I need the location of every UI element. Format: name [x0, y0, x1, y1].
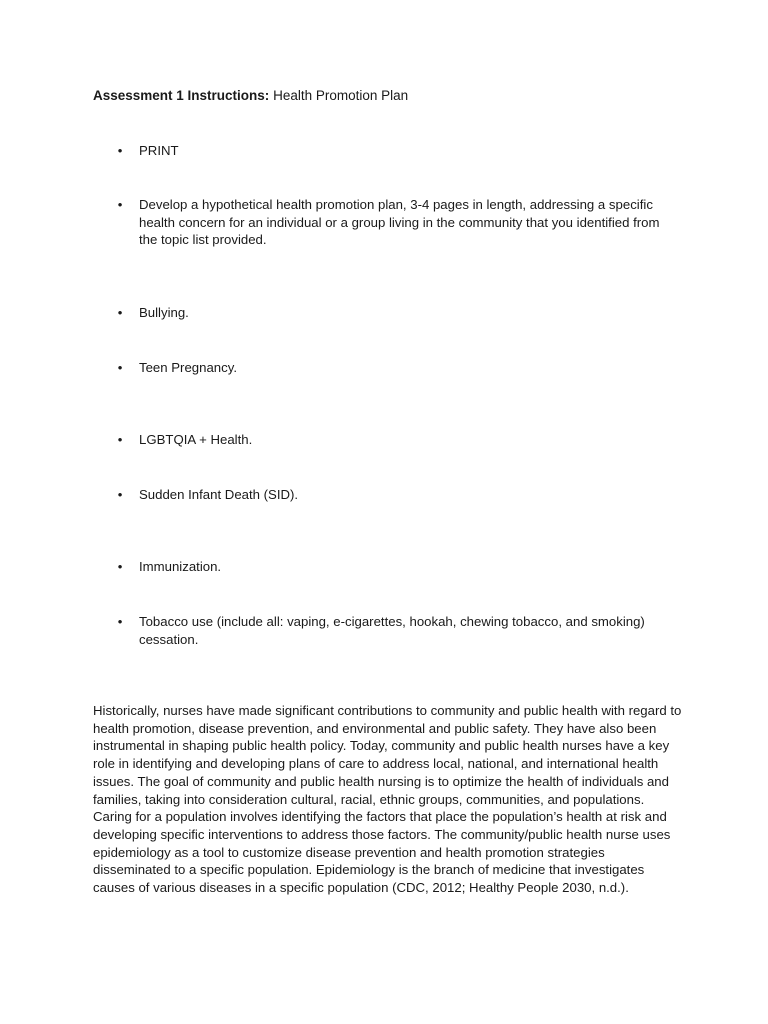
- bullet-icon: •: [117, 197, 123, 212]
- list-item-lgbtqia-health: [115, 431, 675, 449]
- bullet-icon: •: [117, 432, 123, 447]
- list-item-text: Develop a hypothetical health promotion plan, 3-4 pages in length, addressing a specific health concern for an individual or a group living in the community that you identified from the topic list provided.: [139, 197, 660, 248]
- list-item-text: Bullying.: [139, 305, 189, 320]
- bullet-icon: •: [117, 614, 123, 629]
- list-item-bullying: [115, 304, 675, 322]
- list-item-print: [115, 142, 675, 160]
- list-item-text: Sudden Infant Death (SID).: [139, 487, 299, 502]
- bullet-icon: •: [117, 487, 123, 502]
- list-item-text: PRINT: [139, 143, 179, 158]
- list-item-text: Teen Pregnancy.: [139, 360, 237, 375]
- title-bold-label: Assessment 1 Instructions:: [93, 88, 270, 103]
- title-text: Health Promotion Plan: [269, 88, 409, 103]
- bullet-icon: •: [117, 143, 123, 158]
- bullet-icon: •: [117, 305, 123, 320]
- list-item-text: LGBTQIA + Health.: [139, 432, 253, 447]
- list-item-develop-plan: [115, 196, 675, 249]
- list-item-text: Tobacco use (include all: vaping, e-cigarettes, hookah, chewing tobacco, and smoking) cessation.: [139, 614, 645, 647]
- list-item-sid: [115, 486, 675, 504]
- list-item-teen-pregnancy: [115, 359, 675, 377]
- bullet-icon: •: [117, 360, 123, 375]
- list-item-text: Immunization.: [139, 559, 222, 574]
- list-item-immunization: [115, 558, 675, 576]
- page-title: [93, 87, 408, 105]
- body-paragraph: Historically, nurses have made significant contributions to community and public health with regard to health promotion, disease prevention, and environmental and public safety. They have also been instrumental in shaping public health policy. Today, community and public health nurses have a key role in identifying and developing plans of care to address local, national, and international health issues. The goal of community and public health nursing is to optimize the health of individuals and families, taking into consideration cultural, racial, ethnic groups, communities, and populations. Caring for a population involves identifying the factors that place the population’s health at risk and developing specific interventions to address those factors. The community/public health nurse uses epidemiology as a tool to customize disease prevention and health promotion strategies disseminated to a specific population. Epidemiology is the branch of medicine that investigates causes of various diseases in a specific population (CDC, 2012; Healthy People 2030, n.d.).: [93, 703, 682, 896]
- bullet-icon: •: [117, 559, 123, 574]
- list-item-tobacco: [115, 613, 675, 648]
